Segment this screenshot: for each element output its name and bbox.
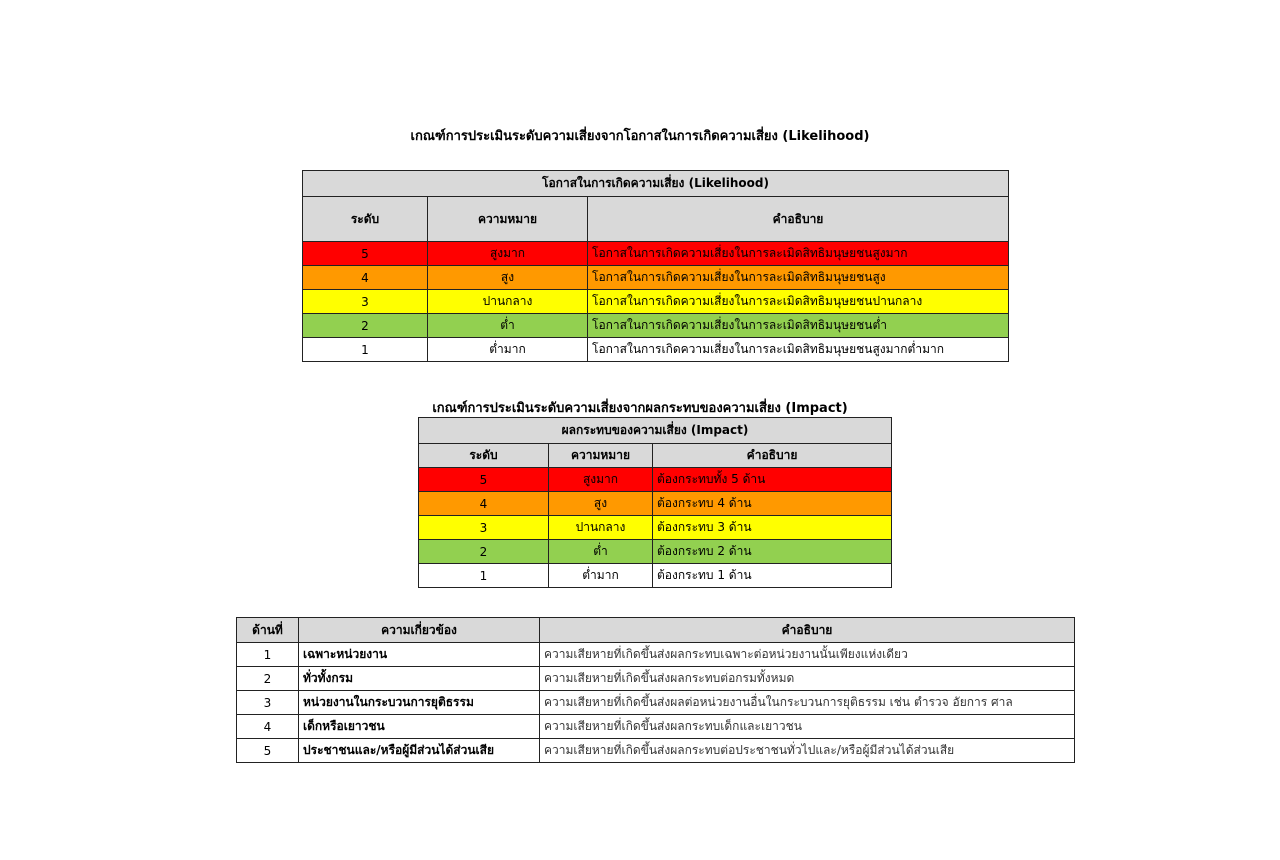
dimension-no-cell: 4	[237, 715, 299, 739]
level-cell: 4	[303, 266, 428, 290]
description-cell: โอกาสในการเกิดความเสี่ยงในการละเมิดสิทธิมนุษยชนสูง	[588, 266, 1009, 290]
relevance-cell: เฉพาะหน่วยงาน	[299, 643, 540, 667]
description-cell: ความเสียหายที่เกิดขึ้นส่งผลกระทบเด็กและเยาวชน	[540, 715, 1075, 739]
description-cell: ความเสียหายที่เกิดขึ้นส่งผลกระทบต่อประชาชนทั่วไปและ/หรือผู้มีส่วนได้ส่วนเสีย	[540, 739, 1075, 763]
level-cell: 4	[419, 492, 549, 516]
meaning-cell: ปานกลาง	[428, 290, 588, 314]
level-cell: 1	[303, 338, 428, 362]
table-row	[237, 643, 1075, 667]
header-level: ระดับ	[419, 444, 549, 468]
description-cell: ต้องกระทบทั้ง 5 ด้าน	[653, 468, 892, 492]
header-description: คำอธิบาย	[653, 444, 892, 468]
relevance-cell: หน่วยงานในกระบวนการยุติธรรม	[299, 691, 540, 715]
header-level: ระดับ	[303, 197, 428, 242]
level-cell: 2	[303, 314, 428, 338]
description-cell: ต้องกระทบ 1 ด้าน	[653, 564, 892, 588]
table-row	[419, 492, 892, 516]
meaning-cell: ต่ำ	[428, 314, 588, 338]
description-cell: ต้องกระทบ 2 ด้าน	[653, 540, 892, 564]
header-description: คำอธิบาย	[540, 618, 1075, 643]
dimension-no-cell: 5	[237, 739, 299, 763]
meaning-cell: สูงมาก	[549, 468, 653, 492]
header-relevance: ความเกี่ยวข้อง	[299, 618, 540, 643]
meaning-cell: สูง	[549, 492, 653, 516]
dimension-no-cell: 3	[237, 691, 299, 715]
table-row	[303, 338, 1009, 362]
level-cell: 5	[419, 468, 549, 492]
dimension-no-cell: 1	[237, 643, 299, 667]
meaning-cell: ต่ำมาก	[428, 338, 588, 362]
description-cell: ความเสียหายที่เกิดขึ้นส่งผลกระทบเฉพาะต่อหน่วยงานนั้นเพียงแห่งเดียว	[540, 643, 1075, 667]
likelihood-caption: โอกาสในการเกิดความเสี่ยง (Likelihood)	[303, 171, 1009, 197]
impact-title: เกณฑ์การประเมินระดับความเสี่ยงจากผลกระทบของความเสี่ยง (Impact)	[432, 401, 848, 416]
relevance-cell: เด็กหรือเยาวชน	[299, 715, 540, 739]
description-cell: โอกาสในการเกิดความเสี่ยงในการละเมิดสิทธิมนุษยชนต่ำ	[588, 314, 1009, 338]
table-row	[237, 691, 1075, 715]
level-cell: 5	[303, 242, 428, 266]
level-cell: 3	[303, 290, 428, 314]
impact-caption: ผลกระทบของความเสี่ยง (Impact)	[419, 418, 892, 444]
table-row	[419, 468, 892, 492]
impact-table	[418, 417, 892, 588]
table-row	[303, 266, 1009, 290]
table-row	[419, 516, 892, 540]
description-cell: ต้องกระทบ 3 ด้าน	[653, 516, 892, 540]
meaning-cell: ต่ำมาก	[549, 564, 653, 588]
header-meaning: ความหมาย	[549, 444, 653, 468]
table-row	[303, 242, 1009, 266]
table-row	[237, 715, 1075, 739]
header-meaning: ความหมาย	[428, 197, 588, 242]
table-row	[303, 290, 1009, 314]
likelihood-table	[302, 170, 1009, 362]
header-description: คำอธิบาย	[588, 197, 1009, 242]
likelihood-title: เกณฑ์การประเมินระดับความเสี่ยงจากโอกาสในการเกิดความเสี่ยง (Likelihood)	[410, 129, 870, 144]
relevance-cell: ประชาชนและ/หรือผู้มีส่วนได้ส่วนเสีย	[299, 739, 540, 763]
dimension-no-cell: 2	[237, 667, 299, 691]
table-row	[303, 314, 1009, 338]
description-cell: ความเสียหายที่เกิดขึ้นส่งผลต่อหน่วยงานอื่นในกระบวนการยุติธรรม เช่น ตำรวจ อัยการ ศาล	[540, 691, 1075, 715]
description-cell: โอกาสในการเกิดความเสี่ยงในการละเมิดสิทธิมนุษยชนปานกลาง	[588, 290, 1009, 314]
relevance-cell: ทั่วทั้งกรม	[299, 667, 540, 691]
table-row	[237, 739, 1075, 763]
meaning-cell: ต่ำ	[549, 540, 653, 564]
level-cell: 2	[419, 540, 549, 564]
table-row	[237, 667, 1075, 691]
level-cell: 1	[419, 564, 549, 588]
header-dimension-no: ด้านที่	[237, 618, 299, 643]
level-cell: 3	[419, 516, 549, 540]
meaning-cell: สูงมาก	[428, 242, 588, 266]
description-cell: โอกาสในการเกิดความเสี่ยงในการละเมิดสิทธิมนุษยชนสูงมากต่ำมาก	[588, 338, 1009, 362]
dimension-table	[236, 617, 1075, 763]
description-cell: โอกาสในการเกิดความเสี่ยงในการละเมิดสิทธิมนุษยชนสูงมาก	[588, 242, 1009, 266]
table-row	[419, 540, 892, 564]
description-cell: ความเสียหายที่เกิดขึ้นส่งผลกระทบต่อกรมทั้งหมด	[540, 667, 1075, 691]
table-row	[419, 564, 892, 588]
meaning-cell: ปานกลาง	[549, 516, 653, 540]
meaning-cell: สูง	[428, 266, 588, 290]
description-cell: ต้องกระทบ 4 ด้าน	[653, 492, 892, 516]
